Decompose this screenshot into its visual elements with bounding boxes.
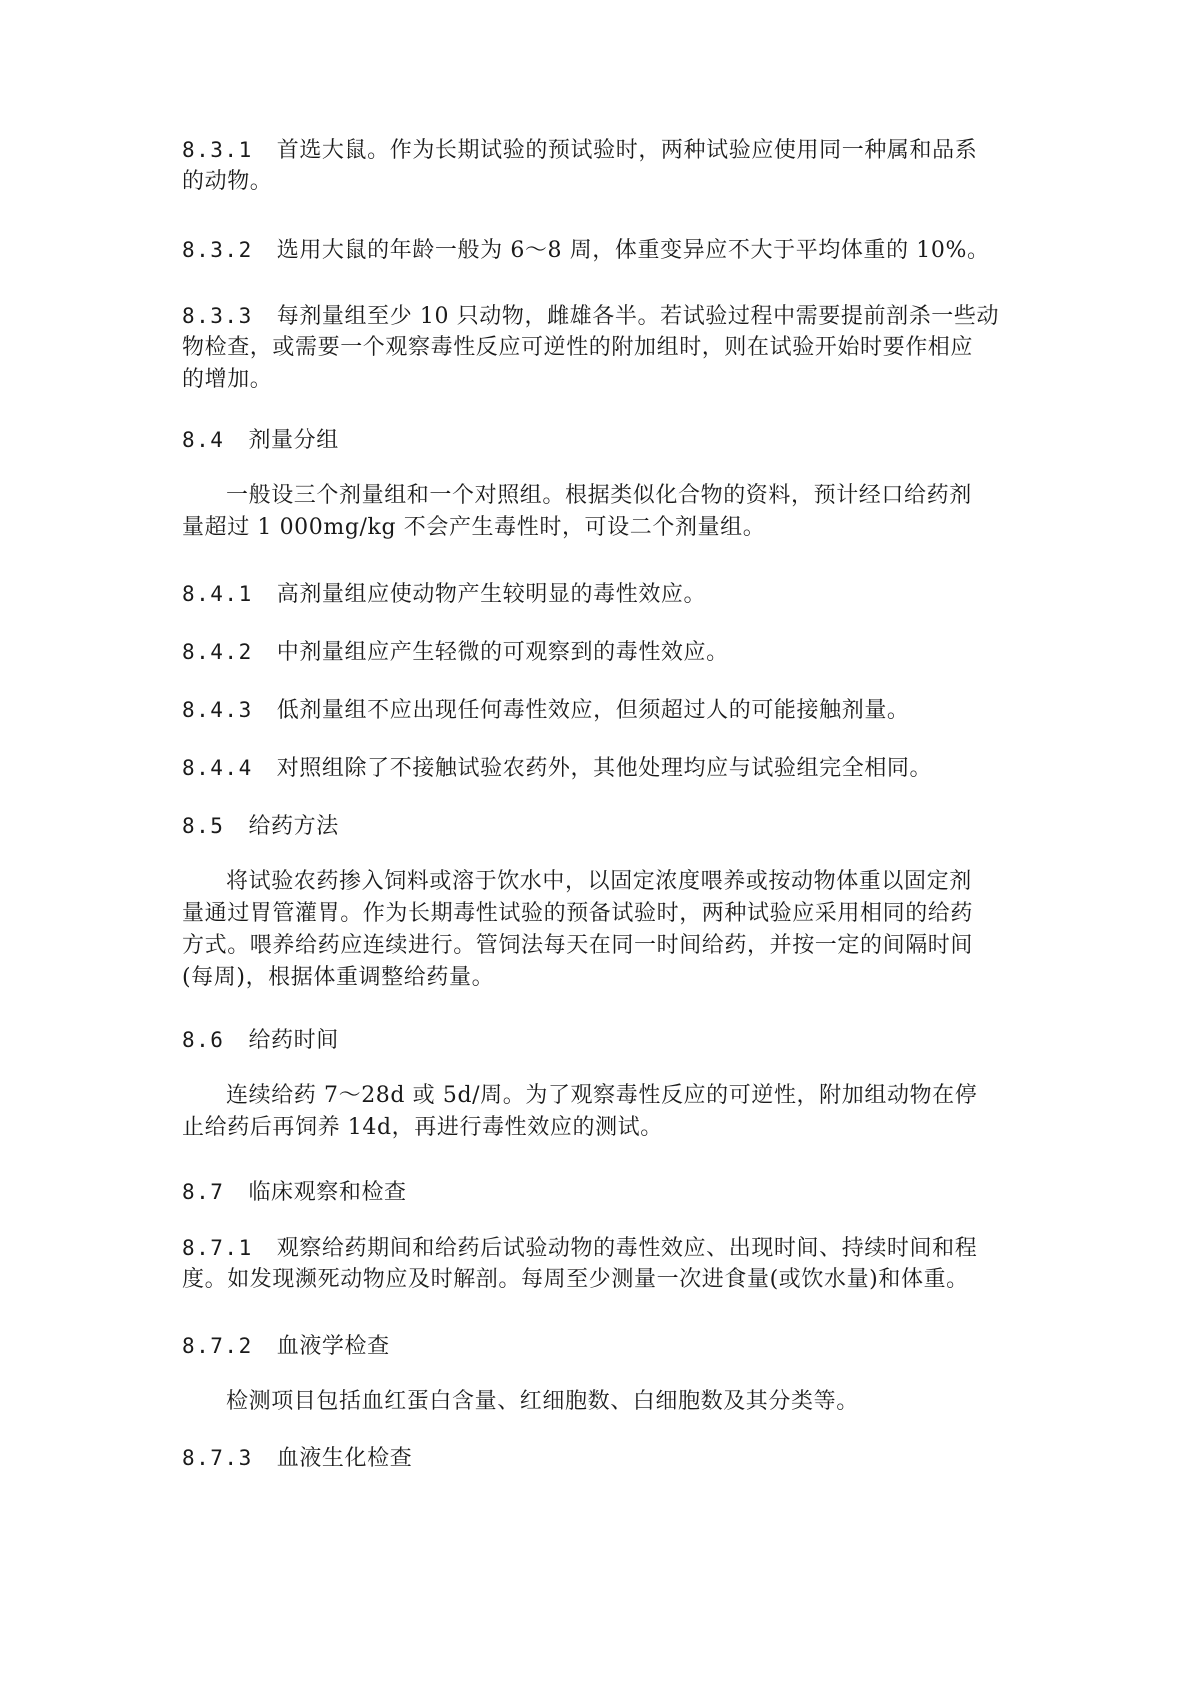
text-line: 止给药后再饲养 14d，再进行毒性效应的测试。 [182,1115,663,1140]
section-title: 血液生化检查 [276,1446,413,1471]
text-line: 的增加。 [182,367,273,392]
section-number: 8.4.1 [182,582,253,606]
section-title: 临床观察和检查 [248,1180,407,1205]
paragraph-text: 选用大鼠的年龄一般为 6～8 周，体重变异应不大于平均体重的 10%。 [276,238,990,263]
section-number: 8.3.2 [182,238,253,262]
paragraph-8-5 [182,866,1032,994]
section-number: 8.7.2 [182,1334,253,1358]
heading-8-4 [182,424,1032,456]
text-line [182,234,1032,266]
text-line [182,134,1032,166]
paragraph-text: 将试验农药掺入饲料或溶于饮水中，以固定浓度喂养或按动物体重以固定剂 [226,869,972,894]
text-line: 方式。喂养给药应连续进行。管饲法每天在同一时间给药，并按一定的间隔时间 [182,933,974,958]
paragraph-text: 中剂量组应产生轻微的可观察到的毒性效应。 [276,640,729,665]
heading-8-6 [182,1024,1032,1056]
section-number: 8.4.4 [182,756,253,780]
section-title: 给药时间 [248,1028,339,1053]
section-number: 8.4.3 [182,698,253,722]
heading-8-7-2 [182,1330,1032,1362]
section-number: 8.7 [182,1180,225,1204]
text-line: 量通过胃管灌胃。作为长期毒性试验的预备试验时，两种试验应采用相同的给药 [182,901,974,926]
paragraph-text: 观察给药期间和给药后试验动物的毒性效应、出现时间、持续时间和程 [276,1236,978,1261]
text-line: 物检查，或需要一个观察毒性反应可逆性的附加组时，则在试验开始时要作相应 [182,335,974,360]
text-line: 量超过 1 000mg/kg 不会产生毒性时，可设二个剂量组。 [182,515,766,540]
section-8-4-2 [182,636,1032,668]
paragraph-text: 每剂量组至少 10 只动物，雌雄各半。若试验过程中需要提前剖杀一些动 [276,304,1000,329]
paragraph-text: 连续给药 7～28d 或 5d/周。为了观察毒性反应的可逆性，附加组动物在停 [226,1083,978,1108]
section-8-3-1 [182,134,1032,198]
paragraph-text: 检测项目包括血红蛋白含量、红细胞数、白细胞数及其分类等。 [226,1389,859,1414]
section-8-3-2 [182,234,1032,266]
paragraph-text: 低剂量组不应出现任何毒性效应，但须超过人的可能接触剂量。 [276,698,910,723]
heading-8-7 [182,1176,1032,1208]
paragraph-text: 高剂量组应使动物产生较明显的毒性效应。 [276,582,707,607]
heading-8-5 [182,810,1032,842]
section-number: 8.5 [182,814,225,838]
section-8-3-3 [182,300,1032,396]
paragraph-8-4 [182,480,1032,544]
text-line: 度。如发现濒死动物应及时解剖。每周至少测量一次进食量(或饮水量)和体重。 [182,1267,969,1292]
section-8-4-3 [182,694,1032,726]
section-number: 8.4 [182,428,225,452]
text-line: 的动物。 [182,169,273,194]
section-number: 8.7.3 [182,1446,253,1470]
heading-8-7-3 [182,1442,1032,1474]
section-8-7-1 [182,1232,1032,1296]
text-line: (每周)，根据体重调整给药量。 [182,965,495,990]
section-8-4-1 [182,578,1032,610]
section-title: 血液学检查 [276,1334,390,1359]
section-8-4-4 [182,752,1032,784]
section-number: 8.6 [182,1028,225,1052]
section-title: 给药方法 [248,814,339,839]
paragraph-text: 首选大鼠。作为长期试验的预试验时，两种试验应使用同一种属和品系 [276,138,978,163]
paragraph-text: 一般设三个剂量组和一个对照组。根据类似化合物的资料，预计经口给药剂 [226,483,972,508]
section-title: 剂量分组 [248,428,339,453]
section-number: 8.3.1 [182,138,253,162]
paragraph-8-7-2 [182,1386,1032,1418]
section-number: 8.4.2 [182,640,253,664]
section-number: 8.7.1 [182,1236,253,1260]
text-line [182,300,1032,332]
paragraph-8-6 [182,1080,1032,1144]
section-number: 8.3.3 [182,304,253,328]
paragraph-text: 对照组除了不接触试验农药外，其他处理均应与试验组完全相同。 [276,756,933,781]
